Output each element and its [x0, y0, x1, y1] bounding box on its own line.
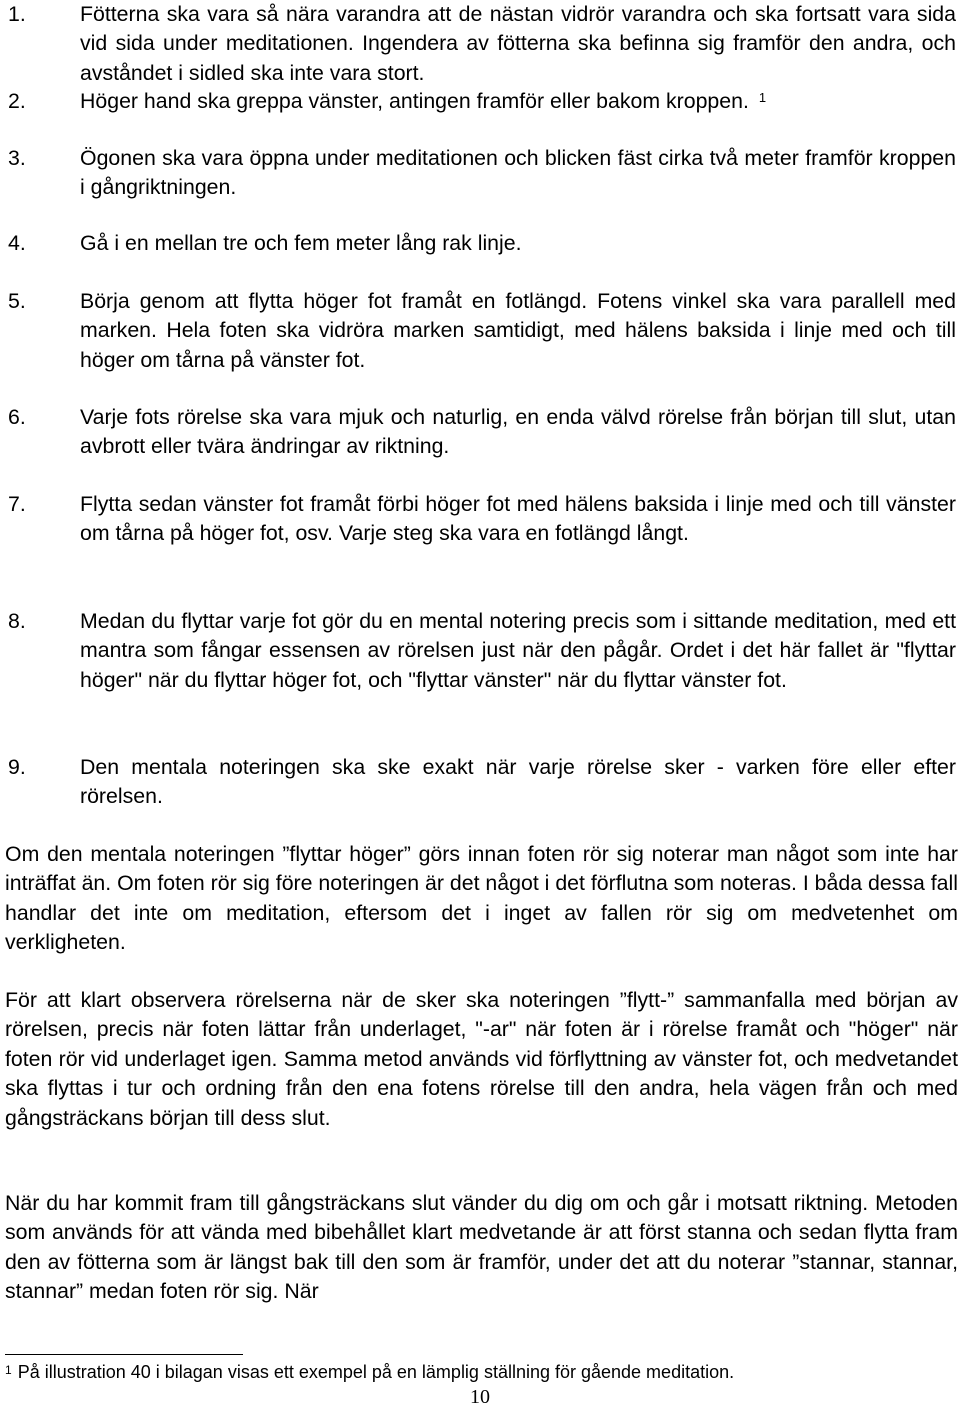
footnote-mark: 1 [5, 1363, 12, 1377]
list-number: 5. [8, 289, 26, 313]
body-paragraph-3: När du har kommit fram till gångsträckans slut vänder du dig om och går i motsatt riktning. Metoden som används för att vända med bibehållet klart medvetande är att först stanna och sedan flytta fram den av fötterna som är längst bak till den som är framför, under det att du noterar ”stannar, stannar, stannar” medan foten rör sig. När [5, 1191, 958, 1304]
list-item-8 [0, 607, 960, 695]
list-item-text: Varje fots rörelse ska vara mjuk och naturlig, en enda välvd rörelse från början till slut, utan avbrott eller tvära ändringar av riktning. [80, 405, 956, 459]
list-item-3 [0, 144, 960, 203]
body-paragraph-1: Om den mentala noteringen ”flyttar höger” görs innan foten rör sig noterar man något som inte har inträffat än. Om foten rör sig före noteringen är det något i det förflutna som noteras. I båda dessa fall handlar det inte om meditation, eftersom det i inget av fallen rör sig om medvetenhet om verkligheten. [5, 842, 958, 955]
list-item-text: Den mentala noteringen ska ske exakt när varje rörelse sker - varken före eller efter rörelsen. [80, 755, 956, 809]
list-item-7 [0, 490, 960, 549]
list-number: 6. [8, 405, 26, 429]
footnote-reference[interactable]: 1 [758, 90, 767, 105]
list-item-text: Börja genom att flytta höger fot framåt en fotlängd. Fotens vinkel ska vara parallell med marken. Hela foten ska vidröra marken samtidigt, med hälens baksida i linje med och till höger om tårna på vänster fot. [80, 289, 956, 372]
list-item-text-wrapper [80, 87, 956, 116]
list-number: 2. [8, 89, 26, 113]
list-item-text: Höger hand ska greppa vänster, antingen framför eller bakom kroppen. [80, 89, 749, 113]
list-number: 7. [8, 492, 26, 516]
list-number: 8. [8, 609, 26, 633]
page-number: 10 [470, 1386, 490, 1408]
footnote-divider [5, 1354, 243, 1355]
list-item-text: Medan du flyttar varje fot gör du en mental notering precis som i sittande meditation, med ett mantra som fångar essensen av rörelsen just när den pågår. Ordet i det här fallet är "flyttar höger" när du flyttar höger fot, och "flyttar vänster" när du flyttar vänster fot. [80, 609, 956, 692]
list-item-5 [0, 287, 960, 375]
list-item-text: Flytta sedan vänster fot framåt förbi höger fot med hälens baksida i linje med och till vänster om tårna på höger fot, osv. Varje steg ska vara en fotlängd långt. [80, 492, 956, 546]
list-item-text: Gå i en mellan tre och fem meter lång rak linje. [80, 231, 522, 255]
body-paragraph-2: För att klart observera rörelserna när de sker ska noteringen ”flytt-” sammanfalla med början av rörelsen, precis när foten lättar från underlaget, "-ar" när foten är i rörelse framåt och "höger" när foten rör vid underlaget igen. Samma metod används vid förflyttning av vänster fot, och medvetandet ska flyttas i tur och ordning från den ena fotens rörelse till den andra, hela vägen från och med gångsträckans början till dess slut. [5, 988, 958, 1130]
list-item-4 [0, 229, 960, 258]
footnote [5, 1361, 734, 1383]
list-item-1 [0, 0, 960, 88]
list-item-2 [0, 87, 960, 116]
list-number: 1. [8, 2, 26, 26]
list-item-9 [0, 753, 960, 812]
list-number: 9. [8, 755, 26, 779]
list-item-text: Fötterna ska vara så nära varandra att de nästan vidrör varandra och ska fortsatt vara sida vid sida under meditationen. Ingendera av fötterna ska befinna sig framför den andra, och avståndet i sidled ska inte vara stort. [80, 2, 956, 85]
list-item-text: Ögonen ska vara öppna under meditationen och blicken fäst cirka två meter framför kroppen i gångriktningen. [80, 146, 956, 200]
list-number: 4. [8, 231, 26, 255]
footnote-text: På illustration 40 i bilagan visas ett exempel på en lämplig ställning för gående meditation. [17, 1362, 735, 1382]
list-item-6 [0, 403, 960, 462]
list-number: 3. [8, 146, 26, 170]
